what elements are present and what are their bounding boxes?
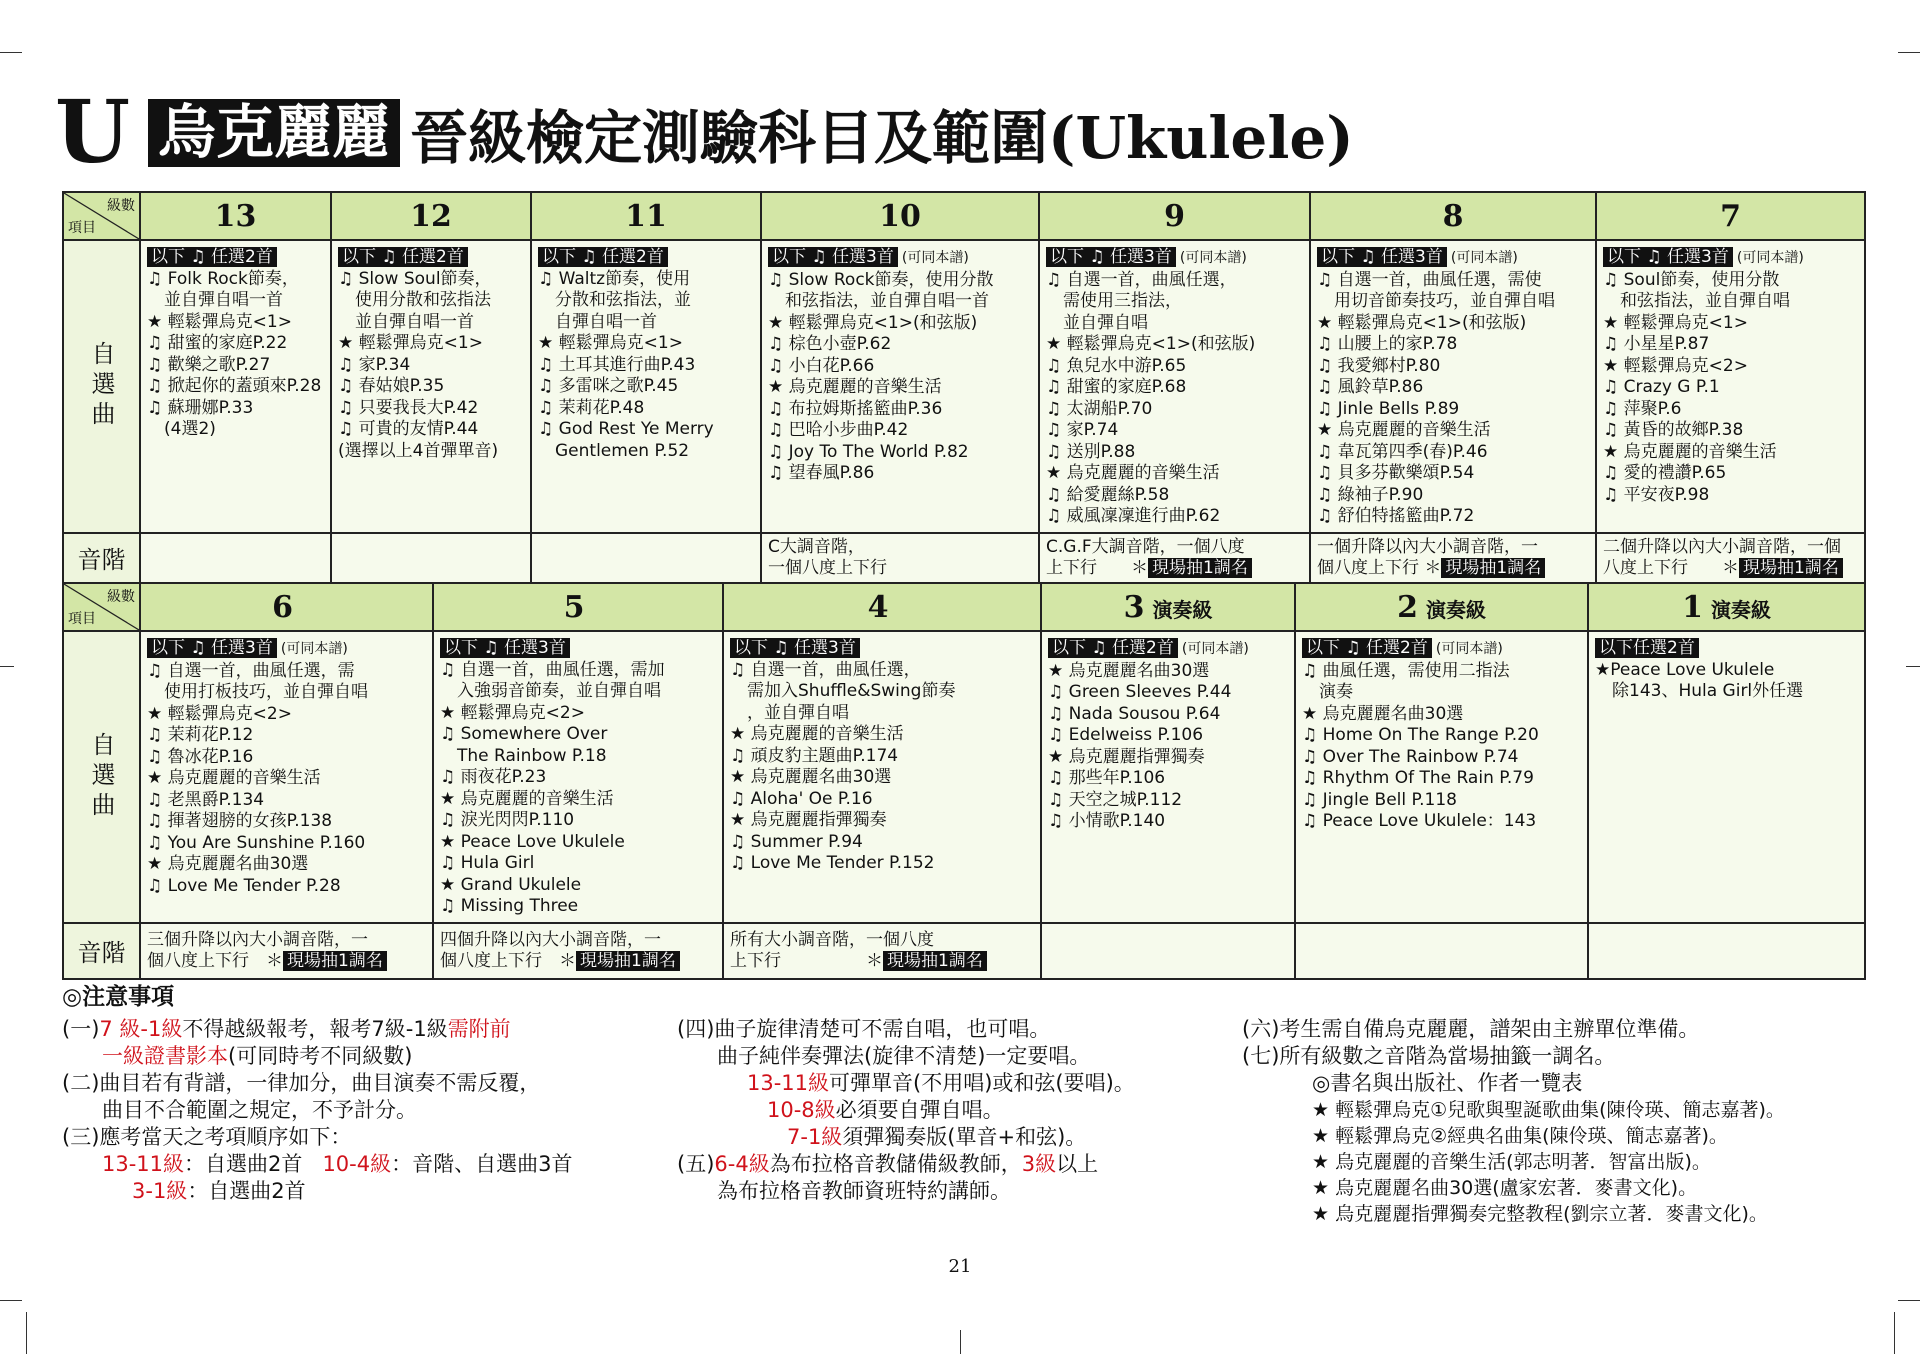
title-instrument: 烏克麗麗 — [148, 99, 400, 167]
song-entry: ♫ 茉莉花P.12 — [147, 725, 254, 745]
selection-rule — [1046, 247, 1305, 270]
book-entry: ★ 烏克麗麗指彈獨奏完整教程(劉宗立著．麥書文化)。 — [1312, 1203, 1768, 1225]
scale-requirement: 上下行 ＊ 現場抽1調名 — [730, 951, 1034, 972]
level-header: 5 — [433, 583, 723, 631]
song-entry: ，並自彈自唱 — [730, 702, 849, 723]
song-entry: 並自彈自唱一首 — [147, 290, 283, 310]
same-score-note: (可同本譜) — [280, 641, 348, 657]
selection-rule — [1595, 638, 1860, 660]
notes-column-right — [1242, 1016, 1882, 1227]
song-entry: (4選2) — [147, 419, 216, 439]
selection-rule — [147, 247, 326, 269]
song-entry: ♫ Jingle Bell P.118 — [1302, 789, 1457, 810]
selection-tag: 以下 ♫ 任選2首 — [1302, 638, 1432, 658]
row-label-scale: 音階 — [63, 923, 140, 979]
song-entry: ♫ Missing Three — [440, 896, 579, 916]
book-entry: ★ 輕鬆彈烏克①兒歌與聖誕歌曲集(陳伶瑛、簡志嘉著)。 — [1312, 1099, 1785, 1121]
song-entry: ♫ 自選一首，曲風任選，需加 — [440, 659, 665, 680]
level-header: 8 — [1310, 192, 1596, 240]
notes-section — [62, 984, 1882, 1234]
scale-row — [63, 923, 1865, 979]
song-entry: ★ 輕鬆彈烏克<1> — [338, 333, 483, 353]
level-header-row — [63, 583, 1865, 631]
song-entry: ♫ Rhythm Of The Rain P.79 — [1302, 768, 1534, 788]
title-text: 晉級檢定測驗科目及範圍(Ukulele) — [410, 104, 1354, 172]
scale-requirement: 個八度上下行 ＊ 現場抽1調名 — [1317, 558, 1589, 579]
songs-cell — [1039, 240, 1310, 533]
song-entry: ★ 烏克麗麗指彈獨奏 — [730, 810, 887, 830]
song-entry: ♫ 魚兒水中游P.65 — [1046, 355, 1187, 376]
song-entry: ♫ 雨夜花P.23 — [440, 767, 547, 787]
song-entry: ♫ Over The Rainbow P.74 — [1302, 746, 1519, 767]
song-entry: ♫ Nada Sousou P.64 — [1048, 703, 1221, 724]
level-header: 6 — [140, 583, 433, 631]
crop-mark — [0, 52, 22, 53]
song-entry: ♫ 揮著翅膀的女孩P.138 — [147, 811, 333, 831]
song-entry: ★ 輕鬆彈烏克<2> — [440, 702, 585, 723]
scale-requirement: 三個升降以內大小調音階，一 — [147, 929, 368, 950]
song-entry: ♫ Slow Rock節奏，使用分散 — [768, 269, 994, 290]
books-list — [1242, 1097, 1882, 1227]
song-entry: 演奏 — [1302, 682, 1353, 702]
crop-mark — [1898, 1300, 1920, 1301]
songs-cell — [723, 631, 1041, 923]
note-2-cont: 曲目不合範圍之規定，不予計分。 — [102, 1098, 417, 1122]
song-entry: ♫ 自選一首，曲風任選， — [730, 659, 921, 680]
books-heading: ◎書名與出版社、作者一覽表 — [1312, 1071, 1583, 1095]
scale-cell — [1596, 533, 1865, 583]
song-entry: 使用打板技巧，並自彈自唱 — [147, 682, 368, 702]
song-entry: ★ 烏克麗麗名曲30選 — [147, 854, 309, 874]
selection-rule — [440, 638, 718, 660]
note-4-a: 13-11級可彈單音(不用唱)或和弦(要唱)。 — [747, 1071, 1135, 1095]
scale-cell — [331, 533, 531, 583]
corner-level-label: 級數 — [107, 198, 135, 214]
exam-table-lower — [62, 582, 1866, 980]
note-1-cont: 一級證書影本(可同時考不同級數) — [102, 1044, 413, 1068]
songs-cell — [433, 631, 723, 923]
scale-cell — [433, 923, 723, 979]
song-entry: ♫ 給愛麗絲P.58 — [1046, 484, 1170, 505]
song-entry: ♫ 舒伯特搖籃曲P.72 — [1317, 506, 1475, 526]
song-entry: ♫ Jinle Bells P.89 — [1317, 398, 1460, 419]
level-header: 12 — [331, 192, 531, 240]
level-header: 13 — [140, 192, 331, 240]
page-title — [55, 82, 1354, 183]
draw-key-tag: 現場抽1調名 — [1148, 558, 1252, 578]
song-entry: ♫ 太湖船P.70 — [1046, 398, 1153, 419]
selection-tag: 以下 ♫ 任選3首 — [1046, 247, 1176, 267]
song-entry: 和弦指法，並自彈自唱一首 — [768, 291, 989, 311]
song-entry: ♫ 天空之城P.112 — [1048, 789, 1183, 810]
song-entry: ♫ 威風凜凜進行曲P.62 — [1046, 506, 1221, 526]
note-3-order-cont: 3-1級：自選曲2首 — [132, 1179, 306, 1203]
song-entry: ♫ Love Me Tender P.28 — [147, 875, 341, 896]
song-entry: ★ 烏克麗麗名曲30選 — [1302, 703, 1464, 724]
songs-row — [63, 631, 1865, 923]
selection-tag: 以下 ♫ 任選2首 — [338, 247, 468, 267]
songs-cell — [1041, 631, 1295, 923]
song-entry: ★ Grand Ukulele — [440, 874, 582, 895]
note-1: (一)7 級-1級不得越級報考，報考7級-1級需附前 — [62, 1017, 511, 1041]
song-entry: ♫ 老黑爵P.134 — [147, 789, 265, 810]
scale-cell — [1041, 923, 1295, 979]
scale-requirement: 一個升降以內大小調音階，一 — [1317, 536, 1538, 557]
song-entry: ♫ 小情歌P.140 — [1048, 811, 1166, 831]
song-entry: 並自彈自唱 — [1046, 312, 1148, 333]
song-entry: ♫ Hula Girl — [440, 853, 535, 873]
song-entry: ★ Peace Love Ukulele — [440, 831, 625, 852]
song-entry: ★ 輕鬆彈烏克<1> — [538, 333, 683, 353]
note-2: (二)曲目若有背譜，一律加分，曲目演奏不需反覆， — [62, 1071, 541, 1095]
selection-rule — [730, 638, 1036, 660]
note-4: (四)曲子旋律清楚可不需自唱，也可唱。 — [677, 1017, 1051, 1041]
song-entry: ♫ Joy To The World P.82 — [768, 441, 969, 462]
song-entry: ★ 輕鬆彈烏克<1>(和弦版) — [1317, 312, 1527, 333]
draw-key-tag: 現場抽1調名 — [576, 951, 680, 971]
scale-cell — [761, 533, 1039, 583]
song-entry: ♫ 萍聚P.6 — [1603, 398, 1682, 419]
crop-mark — [1898, 52, 1920, 53]
row-label-songs: 自選曲 — [63, 240, 140, 533]
song-entry: ♫ 貝多芬歡樂頌P.54 — [1317, 463, 1475, 483]
scale-requirement: C大調音階， — [768, 536, 865, 557]
draw-key-tag: 現場抽1調名 — [883, 951, 987, 971]
song-entry: ♫ Green Sleeves P.44 — [1048, 682, 1232, 702]
song-entry: ♫ Waltz節奏，使用 — [538, 268, 691, 289]
song-entry: ♫ 巴哈小步曲P.42 — [768, 420, 909, 440]
level-header: 9 — [1039, 192, 1310, 240]
song-entry: ★ 烏克麗麗的音樂生活 — [730, 724, 904, 744]
selection-rule — [1302, 638, 1583, 661]
songs-cell — [140, 240, 331, 533]
selection-tag: 以下 ♫ 任選2首 — [147, 247, 277, 267]
songs-cell — [531, 240, 761, 533]
song-entry: ★ 烏克麗麗的音樂生活 — [1046, 463, 1220, 483]
song-entry: ★ 烏克麗麗的音樂生活 — [1603, 441, 1777, 462]
songs-cell — [1588, 631, 1865, 923]
level-header: 11 — [531, 192, 761, 240]
level-header: 10 — [761, 192, 1039, 240]
crop-mark — [0, 1300, 22, 1301]
song-entry: ♫ 自選一首，曲風任選， — [1046, 269, 1237, 290]
selection-rule — [538, 247, 756, 269]
level-header: 4 — [723, 583, 1041, 631]
selection-tag: 以下 ♫ 任選3首 — [730, 638, 860, 658]
book-entry: ★ 烏克麗麗名曲30選(盧家宏著．麥書文化)。 — [1312, 1177, 1698, 1199]
song-entry: ♫ 我愛鄉村P.80 — [1317, 355, 1441, 376]
song-entry: ♫ 淚光閃閃P.110 — [440, 810, 575, 830]
song-entry: ★ 輕鬆彈烏克<2> — [1603, 355, 1748, 376]
song-entry: ♫ 韋瓦第四季(春)P.46 — [1317, 441, 1488, 462]
corner-cell — [63, 583, 140, 631]
song-entry: ★Peace Love Ukulele — [1595, 659, 1775, 680]
song-entry: ♫ Crazy G P.1 — [1603, 377, 1720, 397]
song-entry: 用切音節奏技巧，並自彈自唱 — [1317, 291, 1555, 311]
song-entry: ♫ 歡樂之歌P.27 — [147, 354, 271, 375]
level-header: 2 演奏級 — [1295, 583, 1588, 631]
note-4-c: 7-1級須彈獨奏版(單音+和弦)。 — [787, 1125, 1087, 1149]
song-entry: ♫ God Rest Ye Merry — [538, 419, 714, 439]
song-entry: ♫ 曲風任選，需使用二指法 — [1302, 660, 1510, 681]
crop-mark — [1894, 1312, 1895, 1354]
scale-requirement: 二個升降以內大小調音階，一個 — [1603, 536, 1841, 557]
song-entry: ♫ 頑皮豹主題曲P.174 — [730, 745, 899, 766]
same-score-note: (可同本譜) — [1179, 250, 1247, 266]
level-header: 1 演奏級 — [1588, 583, 1865, 631]
song-entry: ♫ 小白花P.66 — [768, 355, 875, 376]
note-3-order: 13-11級：自選曲2首 10-4級：音階、自選曲3首 — [102, 1152, 573, 1176]
corner-item-label: 項目 — [68, 611, 96, 627]
selection-rule — [1603, 247, 1860, 270]
crop-mark — [1906, 666, 1920, 667]
crop-mark — [26, 1312, 27, 1354]
selection-rule — [1048, 638, 1290, 661]
song-entry: ♫ 春姑娘P.35 — [338, 376, 445, 396]
song-entry: ★ 烏克麗麗的音樂生活 — [440, 788, 614, 809]
book-entry: ★ 輕鬆彈烏克②經典名曲集(陳伶瑛、簡志嘉著)。 — [1312, 1125, 1728, 1147]
song-entry: ♫ 掀起你的蓋頭來P.28 — [147, 376, 322, 396]
song-entry: 除143、Hula Girl外任選 — [1595, 681, 1804, 701]
note-5: (五)6-4級為布拉格音教儲備級教師，3級以上 — [677, 1152, 1099, 1176]
song-entry: ★ 輕鬆彈烏克<1>(和弦版) — [1046, 334, 1256, 354]
song-entry: ♫ 風鈴草P.86 — [1317, 377, 1424, 397]
song-entry: ♫ 送別P.88 — [1046, 441, 1136, 462]
same-score-note: (可同本譜) — [1736, 250, 1804, 266]
notes-column-middle — [677, 1016, 1267, 1205]
song-entry: ♫ Summer P.94 — [730, 831, 863, 852]
song-entry: ★ 輕鬆彈烏克<1> — [1603, 312, 1748, 333]
song-entry: ♫ 土耳其進行曲P.43 — [538, 354, 696, 375]
song-entry: 入強弱音節奏，並自彈自唱 — [440, 681, 661, 701]
song-entry: ♫ 茉莉花P.48 — [538, 397, 645, 418]
song-entry: ♫ 自選一首，曲風任選，需 — [147, 660, 355, 681]
selection-rule — [147, 638, 428, 661]
scale-requirement: 所有大小調音階，一個八度 — [730, 929, 934, 950]
selection-tag: 以下 ♫ 任選2首 — [538, 247, 668, 267]
draw-key-tag: 現場抽1調名 — [1441, 558, 1545, 578]
scale-requirement: 一個八度上下行 — [768, 557, 887, 578]
songs-row — [63, 240, 1865, 533]
scale-cell — [531, 533, 761, 583]
song-entry: ♫ 家P.34 — [338, 354, 411, 375]
same-score-note: (可同本譜) — [901, 250, 969, 266]
crop-mark — [960, 1330, 961, 1354]
row-label-scale: 音階 — [63, 533, 140, 583]
scale-requirement: 個八度上下行 ＊ 現場抽1調名 — [440, 951, 716, 972]
song-entry: 需加入Shuffle&Swing節奏 — [730, 681, 956, 701]
song-entry: ♫ Folk Rock節奏， — [147, 268, 299, 289]
song-entry: ♫ 多雷咪之歌P.45 — [538, 376, 679, 396]
note-4-cont: 曲子純伴奏彈法(旋律不清楚)一定要唱。 — [717, 1044, 1091, 1068]
exam-table-upper — [62, 191, 1866, 584]
song-entry: ♫ 甜蜜的家庭P.22 — [147, 333, 288, 353]
song-entry: ♫ 愛的禮讚P.65 — [1603, 463, 1727, 483]
song-entry: ♫ 棕色小壺P.62 — [768, 334, 892, 354]
song-entry: 使用分散和弦指法 — [338, 290, 491, 310]
selection-tag: 以下 ♫ 任選3首 — [768, 247, 898, 267]
scale-cell — [1295, 923, 1588, 979]
note-4-b: 10-8級必須要自彈自唱。 — [767, 1098, 1004, 1122]
same-score-note: (可同本譜) — [1181, 641, 1249, 657]
songs-cell — [1310, 240, 1596, 533]
scale-cell — [1310, 533, 1596, 583]
scale-requirement: C.G.F大調音階，一個八度 — [1046, 536, 1245, 557]
song-entry: The Rainbow P.18 — [440, 745, 607, 766]
scale-cell — [1039, 533, 1310, 583]
song-entry: ♫ 可貴的友情P.44 — [338, 419, 479, 439]
song-entry: ★ 輕鬆彈烏克<2> — [147, 703, 292, 724]
song-entry: ★ 烏克麗麗的音樂生活 — [147, 768, 321, 788]
scale-requirement: 上下行 ＊ 現場抽1調名 — [1046, 558, 1303, 579]
selection-rule — [338, 247, 526, 269]
song-entry: ♫ 小星星P.87 — [1603, 334, 1710, 354]
song-entry: ★ 烏克麗麗的音樂生活 — [1317, 420, 1491, 440]
song-entry: ♫ 只要我長大P.42 — [338, 397, 479, 418]
song-entry: Gentlemen P.52 — [538, 440, 690, 461]
note-7: (七)所有級數之音階為當場抽籤一調名。 — [1242, 1044, 1616, 1068]
songs-cell — [331, 240, 531, 533]
scale-requirement: 四個升降以內大小調音階，一 — [440, 929, 661, 950]
song-entry: ♫ 家P.74 — [1046, 420, 1119, 440]
scale-requirement: 個八度上下行 ＊ 現場抽1調名 — [147, 951, 426, 972]
song-entry: ★ 烏克麗麗指彈獨奏 — [1048, 746, 1205, 767]
song-entry: ♫ 自選一首，曲風任選，需使 — [1317, 269, 1542, 290]
note-5-cont: 為布拉格音教師資班特約講師。 — [717, 1179, 1011, 1203]
level-header: 7 — [1596, 192, 1865, 240]
same-score-note: (可同本譜) — [1450, 250, 1518, 266]
crop-mark — [0, 666, 14, 667]
scale-row — [63, 533, 1865, 583]
song-entry: ♫ Love Me Tender P.152 — [730, 853, 935, 873]
selection-tag: 以下任選2首 — [1595, 638, 1699, 658]
songs-cell — [761, 240, 1039, 533]
song-entry: ♫ You Are Sunshine P.160 — [147, 832, 366, 853]
song-entry: ♫ 蘇珊娜P.33 — [147, 397, 254, 418]
song-entry: ♫ 那些年P.106 — [1048, 768, 1166, 788]
corner-item-label: 項目 — [68, 220, 96, 236]
notes-column-left — [62, 1016, 682, 1205]
song-entry: ♫ Home On The Range P.20 — [1302, 725, 1539, 745]
songs-cell — [140, 631, 433, 923]
song-entry: 自彈自唱一首 — [538, 311, 657, 332]
selection-tag: 以下 ♫ 任選3首 — [1603, 247, 1733, 267]
song-entry: ♫ 魯冰花P.16 — [147, 746, 254, 767]
song-entry: ♫ 綠袖子P.90 — [1317, 484, 1424, 505]
song-entry: ♫ 甜蜜的家庭P.68 — [1046, 377, 1187, 397]
corner-level-label: 級數 — [107, 589, 135, 605]
same-score-note: (可同本譜) — [1435, 641, 1503, 657]
title-letter: U — [55, 82, 130, 183]
notes-heading: ◎注意事項 — [62, 984, 175, 1010]
song-entry: ♫ Soul節奏，使用分散 — [1603, 269, 1780, 290]
song-entry: 並自彈自唱一首 — [338, 311, 474, 332]
selection-tag: 以下 ♫ 任選2首 — [1048, 638, 1178, 658]
song-entry: ♫ 望春風P.86 — [768, 463, 875, 483]
song-entry: ♫ 黃昏的故鄉P.38 — [1603, 420, 1744, 440]
scale-requirement: 八度上下行 ＊ 現場抽1調名 — [1603, 558, 1858, 579]
song-entry: ♫ 平安夜P.98 — [1603, 484, 1710, 505]
row-label-songs: 自選曲 — [63, 631, 140, 923]
selection-tag: 以下 ♫ 任選3首 — [440, 638, 570, 658]
song-entry: (選擇以上4首彈單音) — [338, 440, 499, 461]
scale-cell — [1588, 923, 1865, 979]
song-entry: ♫ Aloha' Oe P.16 — [730, 788, 873, 809]
song-entry: 需使用三指法， — [1046, 291, 1182, 311]
song-entry: ★ 烏克麗麗的音樂生活 — [768, 377, 942, 397]
songs-cell — [1596, 240, 1865, 533]
selection-tag: 以下 ♫ 任選3首 — [147, 638, 277, 658]
song-entry: 分散和弦指法，並 — [538, 290, 691, 310]
selection-tag: 以下 ♫ 任選3首 — [1317, 247, 1447, 267]
selection-rule — [1317, 247, 1591, 270]
level-header: 3 演奏級 — [1041, 583, 1295, 631]
scale-cell — [140, 533, 331, 583]
song-entry: ★ 烏克麗麗名曲30選 — [1048, 660, 1210, 681]
song-entry: ★ 烏克麗麗名曲30選 — [730, 767, 892, 787]
selection-rule — [768, 247, 1034, 270]
level-header-row — [63, 192, 1865, 240]
song-entry: ♫ 布拉姆斯搖籃曲P.36 — [768, 398, 943, 419]
song-entry: ♫ Edelweiss P.106 — [1048, 725, 1204, 745]
note-3: (三)應考當天之考項順序如下： — [62, 1125, 352, 1149]
page-number: 21 — [948, 1256, 972, 1277]
song-entry: ♫ 山腰上的家P.78 — [1317, 334, 1458, 354]
scale-cell — [140, 923, 433, 979]
draw-key-tag: 現場抽1調名 — [283, 951, 387, 971]
book-entry: ★ 烏克麗麗的音樂生活(郭志明著．智富出版)。 — [1312, 1151, 1711, 1173]
song-entry: ★ 輕鬆彈烏克<1>(和弦版) — [768, 312, 978, 333]
scale-cell — [723, 923, 1041, 979]
song-entry: ♫ Slow Soul節奏， — [338, 268, 492, 289]
song-entry: ★ 輕鬆彈烏克<1> — [147, 311, 292, 332]
song-entry: ♫ Peace Love Ukulele：143 — [1302, 811, 1537, 831]
note-6: (六)考生需自備烏克麗麗，譜架由主辦單位準備。 — [1242, 1017, 1700, 1041]
songs-cell — [1295, 631, 1588, 923]
draw-key-tag: 現場抽1調名 — [1739, 558, 1843, 578]
song-entry: ♫ Somewhere Over — [440, 724, 608, 744]
song-entry: 和弦指法，並自彈自唱 — [1603, 291, 1790, 311]
corner-cell — [63, 192, 140, 240]
